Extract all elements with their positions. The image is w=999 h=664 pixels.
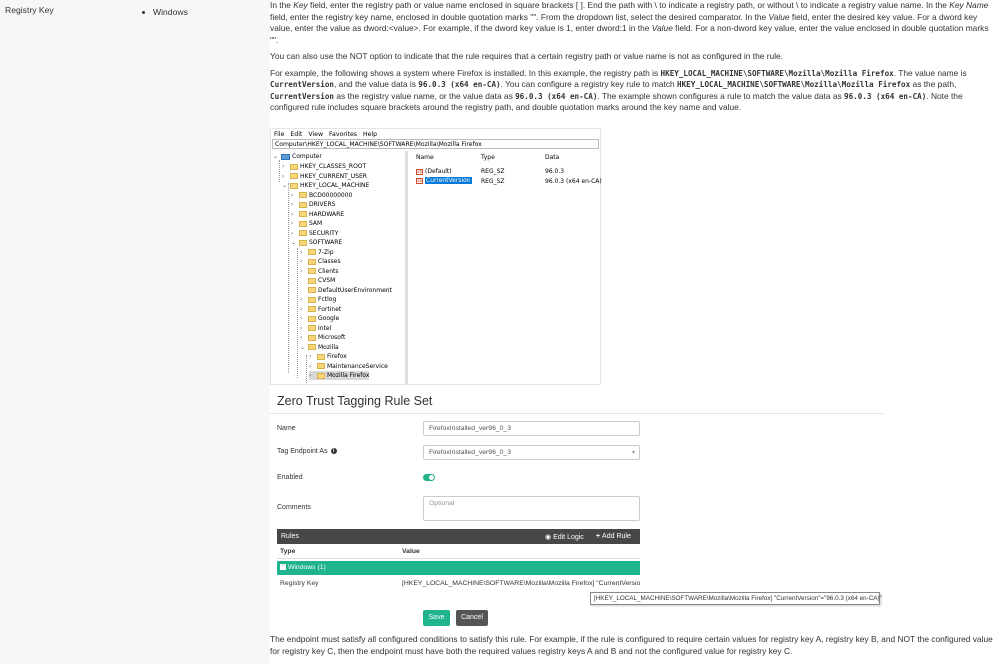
text: . The value name is: [893, 67, 967, 78]
menu-view[interactable]: View: [308, 131, 324, 138]
folder-icon: [290, 183, 298, 189]
chevron-right-icon: ›: [309, 362, 312, 370]
description-content: [270, 0, 996, 119]
folder-icon: [308, 259, 316, 265]
value-type: REG_SZ: [481, 178, 505, 185]
chevron-down-icon: ⌄: [282, 182, 288, 189]
folder-icon: [308, 344, 316, 350]
tree-label: MaintenanceService: [327, 362, 388, 370]
value-name: (Default): [425, 168, 452, 175]
tree-label: Intel: [318, 324, 332, 332]
value-data: 96.0.3: [545, 168, 565, 175]
tree-node[interactable]: [300, 248, 334, 257]
tree-node[interactable]: [282, 162, 366, 171]
tree-label: HKEY_CLASSES_ROOT: [300, 163, 367, 170]
add-rule-label: Add Rule: [602, 533, 631, 540]
windows-group-row[interactable]: [277, 561, 640, 575]
text: as the registry value name, or the value data as: [334, 90, 516, 101]
chevron-down-icon: ⌄: [291, 239, 297, 246]
name-input[interactable]: FirefoxInstalled_ver96_0_3: [423, 421, 640, 436]
edit-logic-label: Edit Logic: [553, 534, 584, 541]
tree-node[interactable]: [300, 257, 341, 266]
tree-node[interactable]: [300, 305, 341, 314]
chevron-right-icon: ›: [291, 229, 294, 237]
chevron-right-icon: ›: [300, 334, 303, 341]
chevron-right-icon: ›: [282, 163, 285, 170]
column-name[interactable]: Name: [416, 154, 434, 161]
text: . You can configure a registry key rule to match: [500, 79, 678, 89]
chevron-right-icon: ›: [291, 201, 294, 208]
column-type: Type: [280, 548, 296, 555]
tree-label: 7-Zip: [318, 248, 334, 256]
chevron-down-icon: ⌄: [300, 343, 306, 351]
text: field, enter the registry key name, enclosed in double quotation marks "". From the dropdown list, select the desired comparator. In the: [270, 11, 769, 22]
paragraph-not-option: You can also use the NOT option to indicate that the rule requires that a certain registry path or value name is not as configured in the rule.: [270, 51, 784, 61]
tree-label: Mozilla Firefox: [327, 372, 370, 379]
code-registry-path: HKEY_LOCAL_MACHINE\SOFTWARE\Mozilla\Mozilla Firefox: [677, 80, 911, 89]
column-value: Value: [402, 548, 420, 555]
paragraph-conditions: The endpoint must satisfy all configured conditions to satisfy this rule. For example, if the rule is configured to require certain values for registry key A, registry key B, and NOT the configured value for registry key C, then the endpoint must have both the required values registry keys A and B and not the configured value for registry key C.: [270, 634, 993, 656]
folder-icon: [308, 306, 316, 312]
code-registry-path: HKEY_LOCAL_MACHINE\SOFTWARE\Mozilla\Mozilla Firefox: [660, 68, 894, 78]
tree-node[interactable]: [300, 343, 339, 352]
term-key-name: Key Name: [949, 0, 989, 10]
os-list-item: [142, 7, 188, 17]
tree-node[interactable]: [291, 191, 352, 200]
value-name: CurrentVersion: [426, 177, 471, 184]
folder-icon: [290, 164, 298, 170]
code-value-name: CurrentVersion: [270, 80, 335, 89]
rule-row[interactable]: [277, 577, 640, 590]
rule-value-tooltip: [HKEY_LOCAL_MACHINE\SOFTWARE\Mozilla\Mozilla Firefox] "CurrentVersion"="96.0.3 (x64 en-CA)": [590, 592, 880, 605]
tree-label: DefaultUserEnvironment: [318, 286, 392, 294]
tree-node[interactable]: [300, 333, 345, 342]
text: In the: [270, 0, 294, 10]
tree-node[interactable]: [309, 352, 347, 361]
group-label: Windows (1): [288, 564, 326, 571]
tree-label: Computer: [292, 153, 322, 160]
folder-icon: [299, 240, 307, 246]
text: field. For a non-dword key value, enter the value enclosed in double quotation marks "".: [270, 23, 989, 45]
tree-node[interactable]: [273, 152, 322, 161]
tree-node[interactable]: [300, 276, 335, 285]
folder-icon: [317, 373, 325, 379]
folder-icon: [308, 268, 316, 274]
rule-type: Registry Key: [280, 580, 319, 587]
enabled-label: Enabled: [277, 474, 303, 481]
tree-node[interactable]: [282, 172, 367, 181]
rules-title: Rules: [281, 533, 299, 540]
enabled-toggle[interactable]: [423, 474, 435, 481]
text: For example, the following shows a system where Firefox is installed. In this example, the registry path is: [270, 67, 661, 78]
plus-icon: +: [596, 533, 603, 540]
chevron-right-icon: ›: [282, 172, 285, 180]
chevron-right-icon: ›: [300, 305, 303, 313]
info-icon[interactable]: i: [331, 448, 337, 454]
name-label: Name: [277, 425, 296, 432]
save-button[interactable]: Save: [423, 610, 450, 626]
code-value-data: 96.0.3 (x64 en-CA): [844, 91, 927, 101]
regedit-menu-bar: [271, 129, 600, 139]
folder-icon: [299, 202, 307, 208]
paragraph-example: [270, 68, 996, 114]
comments-label: Comments: [277, 504, 311, 511]
tree-label: Clients: [318, 267, 339, 275]
folder-icon: [308, 249, 316, 255]
tree-node[interactable]: [300, 324, 331, 333]
tree-node[interactable]: [300, 295, 336, 304]
value-data: 96.0.3 (x64 en-CA): [545, 178, 602, 185]
folder-icon: [299, 211, 307, 217]
column-type[interactable]: Type: [481, 154, 495, 161]
tree-node[interactable]: [291, 219, 322, 228]
tree-label: Microsoft: [318, 334, 346, 341]
rules-column-headers: [277, 546, 640, 559]
menu-help[interactable]: Help: [362, 131, 378, 138]
rules-header: [277, 529, 640, 544]
panel-title: Zero Trust Tagging Rule Set: [277, 394, 433, 408]
tag-endpoint-value: FirefoxInstalled_ver96_0_3: [429, 449, 511, 456]
paragraph-key-field: [270, 0, 996, 46]
folder-icon: [308, 287, 316, 293]
menu-favorites[interactable]: Favorites: [329, 131, 357, 138]
code-value-data: 96.0.3 (x64 en-CA): [418, 80, 501, 89]
text: . The example shown configures a rule to match the value data as: [597, 90, 844, 101]
text: as the path,: [910, 79, 957, 89]
folder-icon: [308, 297, 316, 303]
tree-node[interactable]: [291, 229, 338, 238]
chevron-right-icon: ›: [300, 267, 303, 275]
add-rule-button[interactable]: [596, 533, 631, 540]
tree-label: HKEY_LOCAL_MACHINE: [300, 182, 370, 189]
regedit-values-pane: [412, 151, 600, 384]
tree-node[interactable]: [300, 286, 392, 295]
tree-node[interactable]: [300, 314, 339, 323]
menu-edit[interactable]: Edit: [290, 131, 303, 138]
text: , and the value data is: [334, 79, 419, 89]
chevron-right-icon: ›: [300, 258, 303, 265]
folder-icon: [299, 192, 307, 198]
tree-label: Google: [318, 315, 340, 322]
divider: [270, 413, 884, 414]
term-value: Value: [768, 11, 790, 22]
text: . Note the configured rule includes square brackets around the registry path, and double quotation marks around the key name and value.: [270, 90, 963, 112]
value-row-selected[interactable]: [416, 177, 472, 184]
tree-label: Classes: [318, 258, 341, 265]
tree-label: HKEY_CURRENT_USER: [300, 172, 367, 180]
column-data[interactable]: Data: [545, 154, 560, 161]
rule-value: [HKEY_LOCAL_MACHINE\SOFTWARE\Mozilla\Mozilla Firefox] "CurrentVersio: [402, 580, 640, 587]
tree-label: SAM: [309, 220, 323, 227]
folder-icon: [299, 230, 307, 236]
caret-down-icon: ▾: [631, 450, 635, 456]
tree-label: CVSM: [318, 277, 336, 284]
term-key: Key: [293, 0, 308, 10]
edit-logic-button[interactable]: [545, 533, 584, 541]
tree-label: SOFTWARE: [309, 239, 343, 246]
tree-label: DRIVERS: [309, 201, 336, 208]
row-label: Registry Key: [5, 5, 54, 15]
regedit-tree: [272, 151, 408, 384]
text: field, enter the registry path or value name enclosed in square brackets [ ]. End the path with \ to indicate a registry path, or without \ to indicate a registry value name. In the: [307, 0, 950, 10]
chevron-right-icon: ›: [309, 353, 312, 360]
computer-icon: [281, 154, 290, 160]
folder-icon: [308, 316, 316, 322]
tree-node[interactable]: [309, 362, 388, 371]
comments-textarea[interactable]: Optional: [423, 496, 640, 521]
tree-label: Fctlog: [318, 296, 337, 303]
eye-icon: ◉: [545, 534, 554, 541]
string-value-icon: ab: [417, 177, 422, 183]
tag-endpoint-label-text: Tag Endpoint As: [277, 448, 328, 455]
folder-icon: [290, 173, 298, 179]
regedit-address-bar[interactable]: Computer\HKEY_LOCAL_MACHINE\SOFTWARE\Mozilla\Mozilla Firefox: [272, 139, 599, 149]
chevron-right-icon: ›: [291, 220, 294, 227]
chevron-right-icon: ›: [300, 324, 303, 332]
value-type: REG_SZ: [481, 168, 505, 175]
string-value-icon: ab: [417, 168, 422, 174]
folder-icon: [308, 278, 316, 284]
tree-node[interactable]: [291, 200, 335, 209]
value-row[interactable]: [416, 168, 452, 175]
folder-icon: [308, 335, 316, 341]
left-column-background: [0, 0, 270, 664]
tree-label: Firefox: [327, 353, 347, 360]
tree-label: Fortinet: [318, 305, 342, 313]
tree-label: HARDWARE: [309, 210, 345, 218]
chevron-down-icon: ⌄: [273, 153, 279, 160]
tree-node[interactable]: [300, 267, 339, 276]
chevron-right-icon: ›: [300, 248, 303, 256]
zero-trust-rule-set-panel: [270, 386, 884, 630]
tree-label: BCD00000000: [309, 191, 353, 199]
chevron-right-icon: ›: [309, 372, 312, 379]
collapse-icon[interactable]: −: [281, 563, 285, 570]
tree-label: Mozilla: [318, 343, 339, 351]
cancel-button[interactable]: Cancel: [456, 610, 488, 626]
folder-icon: [317, 354, 325, 360]
chevron-right-icon: ›: [300, 296, 303, 303]
code-value-data: 96.0.3 (x64 en-CA): [515, 91, 598, 101]
menu-file[interactable]: File: [274, 131, 285, 138]
registry-editor-screenshot: [270, 128, 601, 385]
bullet-icon: [142, 11, 145, 14]
tag-endpoint-label: [277, 448, 337, 455]
text: field, enter the desired key value. For a dword key value, enter the value as dword:<value>. For example, if the dword key value is 1, enter dword:1 in the: [270, 11, 978, 33]
folder-icon: [299, 221, 307, 227]
folder-icon: [308, 325, 316, 331]
chevron-right-icon: ›: [291, 210, 294, 218]
folder-icon: [317, 363, 325, 369]
chevron-right-icon: ›: [300, 315, 303, 322]
code-value-name: CurrentVersion: [270, 91, 335, 101]
tree-node[interactable]: [291, 238, 342, 247]
tree-node-selected[interactable]: [309, 371, 369, 380]
tree-node[interactable]: [282, 181, 369, 190]
chevron-right-icon: ›: [291, 191, 294, 199]
tag-endpoint-select[interactable]: [423, 445, 640, 460]
tree-node[interactable]: [291, 210, 344, 219]
term-value: Value: [651, 23, 673, 33]
tree-label: SECURITY: [309, 229, 339, 237]
os-label: Windows: [153, 7, 188, 17]
